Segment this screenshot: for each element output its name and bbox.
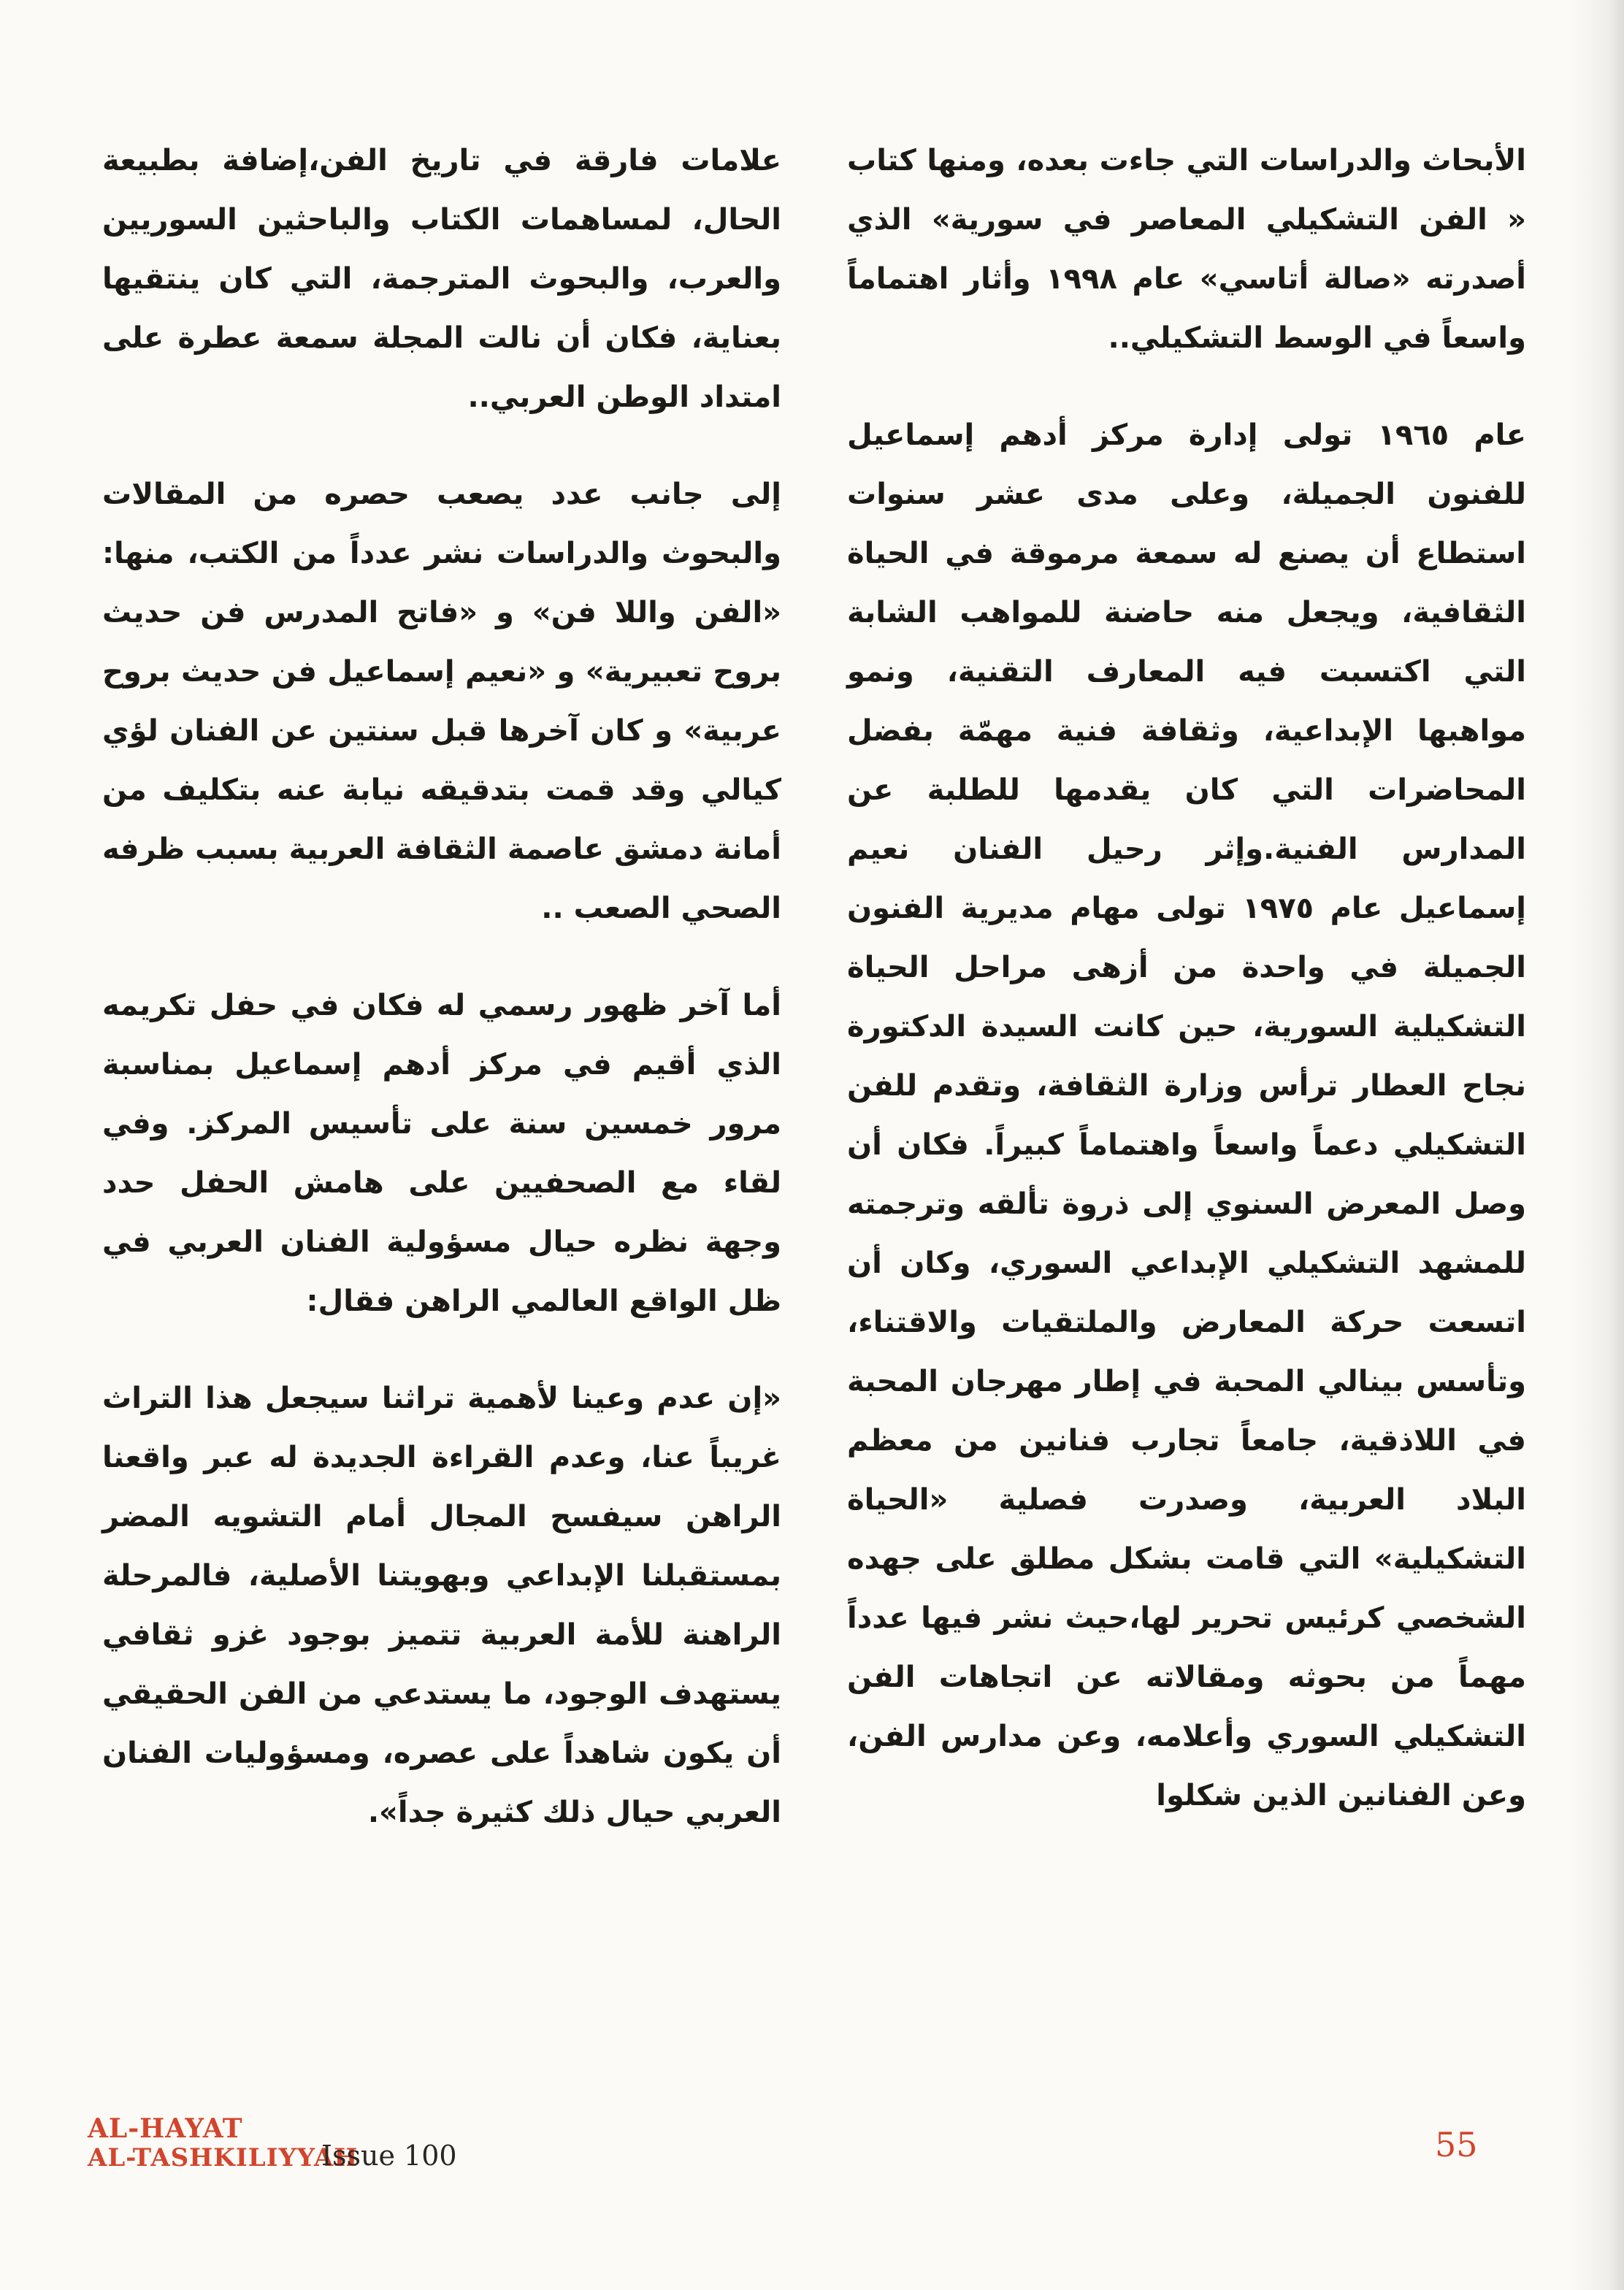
quote-paragraph: «إن عدم وعينا لأهمية تراثنا سيجعل هذا التراث غريباً عنا، وعدم القراءة الجديدة له عبر واقعنا الراهن سيفسح المجال أمام التشويه المضر بمستقبلنا الإبداعي وبهويتنا الأصلية، فالمرحلة الراهنة للأمة العربية تتميز بوجود غزو ثقافي يستهدف الوجود، ما يستدعي من الفن الحقيقي أن يكون شاهداً على عصره، ومسؤوليات الفنان العربي حيال ذلك كثيرة جداً». (102, 1382, 781, 1829)
right-text-column (847, 131, 1526, 1864)
logo-line-1: AL-HAYAT (88, 2113, 243, 2144)
issue-label: Issue 100 (321, 2140, 457, 2172)
paragraph: علامات فارقة في تاريخ الفن،إضافة بطبيعة الحال، لمساهمات الكتاب والباحثين السوريين والعرب، والبحوث المترجمة، التي كان ينتقيها بعناية، فكان أن نالت المجلة سمعة عطرة على امتداد الوطن العربي.. (102, 144, 781, 414)
magazine-logo (88, 2114, 358, 2172)
page-edge-shadow (1573, 0, 1624, 2290)
logo-line-2: AL-TASHKILIYYAH (88, 2143, 359, 2172)
paragraph: أما آخر ظهور رسمي له فكان في حفل تكريمه الذي أقيم في مركز أدهم إسماعيل بمناسبة مرور خمسين سنة على تأسيس المركز. وفي لقاء مع الصحفيين على هامش الحفل حدد وجهة نظره حيال مسؤولية الفنان العربي في ظل الواقع العالمي الراهن فقال: (102, 989, 781, 1318)
left-text-column (102, 131, 781, 1880)
paragraph: الأبحاث والدراسات التي جاءت بعده، ومنها كتاب « الفن التشكيلي المعاصر في سورية» الذي أصدرته «صالة أتاسي» عام ١٩٩٨ وأثار اهتماماً واسعاً في الوسط التشكيلي.. (847, 144, 1526, 355)
paragraph: عام ١٩٦٥ تولى إدارة مركز أدهم إسماعيل للفنون الجميلة، وعلى مدى عشر سنوات استطاع أن يصنع له سمعة مرموقة في الحياة الثقافية، ويجعل منه حاضنة للمواهب الشابة التي اكتسبت فيه المعارف التقنية، ونمو مواهبها الإبداعية، وثقافة فنية مهمّة بفضل المحاضرات التي كان يقدمها للطلبة عن المدارس الفنية.وإثر رحيل الفنان نعيم إسماعيل عام ١٩٧٥ تولى مهام مديرية الفنون الجميلة في واحدة من أزهى مراحل الحياة التشكيلية السورية، حين كانت السيدة الدكتورة نجاح العطار ترأس وزارة الثقافة، وتقدم للفن التشكيلي دعماً واسعاً واهتماماً كبيراً. فكان أن وصل المعرض السنوي إلى ذروة تألقه وترجمته للمشهد التشكيلي الإبداعي السوري، وكان أن اتسعت حركة المعارض والملتقيات والاقتناء، وتأسس بينالي المحبة في إطار مهرجان المحبة في اللاذقية، جامعاً تجارب فنانين من معظم البلاد العربية، وصدرت فصلية «الحياة التشكيلية» التي قامت بشكل مطلق على جهده الشخصي كرئيس تحرير لها،حيث نشر فيها عدداً مهماً من بحوثه ومقالاته عن اتجاهات الفن التشكيلي السوري وأعلامه، وعن مدارس الفن، وعن الفنانين الذين شكلوا (847, 418, 1527, 1812)
paragraph: إلى جانب عدد يصعب حصره من المقالات والبحوث والدراسات نشر عدداً من الكتب، منها: «الفن واللا فن» و «فاتح المدرس فن حديث بروح تعبيرية» و «نعيم إسماعيل فن حديث بروح عربية» و كان آخرها قبل سنتين عن الفنان لؤي كيالي وقد قمت بتدقيقه نيابة عنه بتكليف من أمانة دمشق عاصمة الثقافة العربية بسبب ظرفه الصحي الصعب .. (102, 478, 781, 925)
page-number: 55 (1435, 2125, 1478, 2164)
